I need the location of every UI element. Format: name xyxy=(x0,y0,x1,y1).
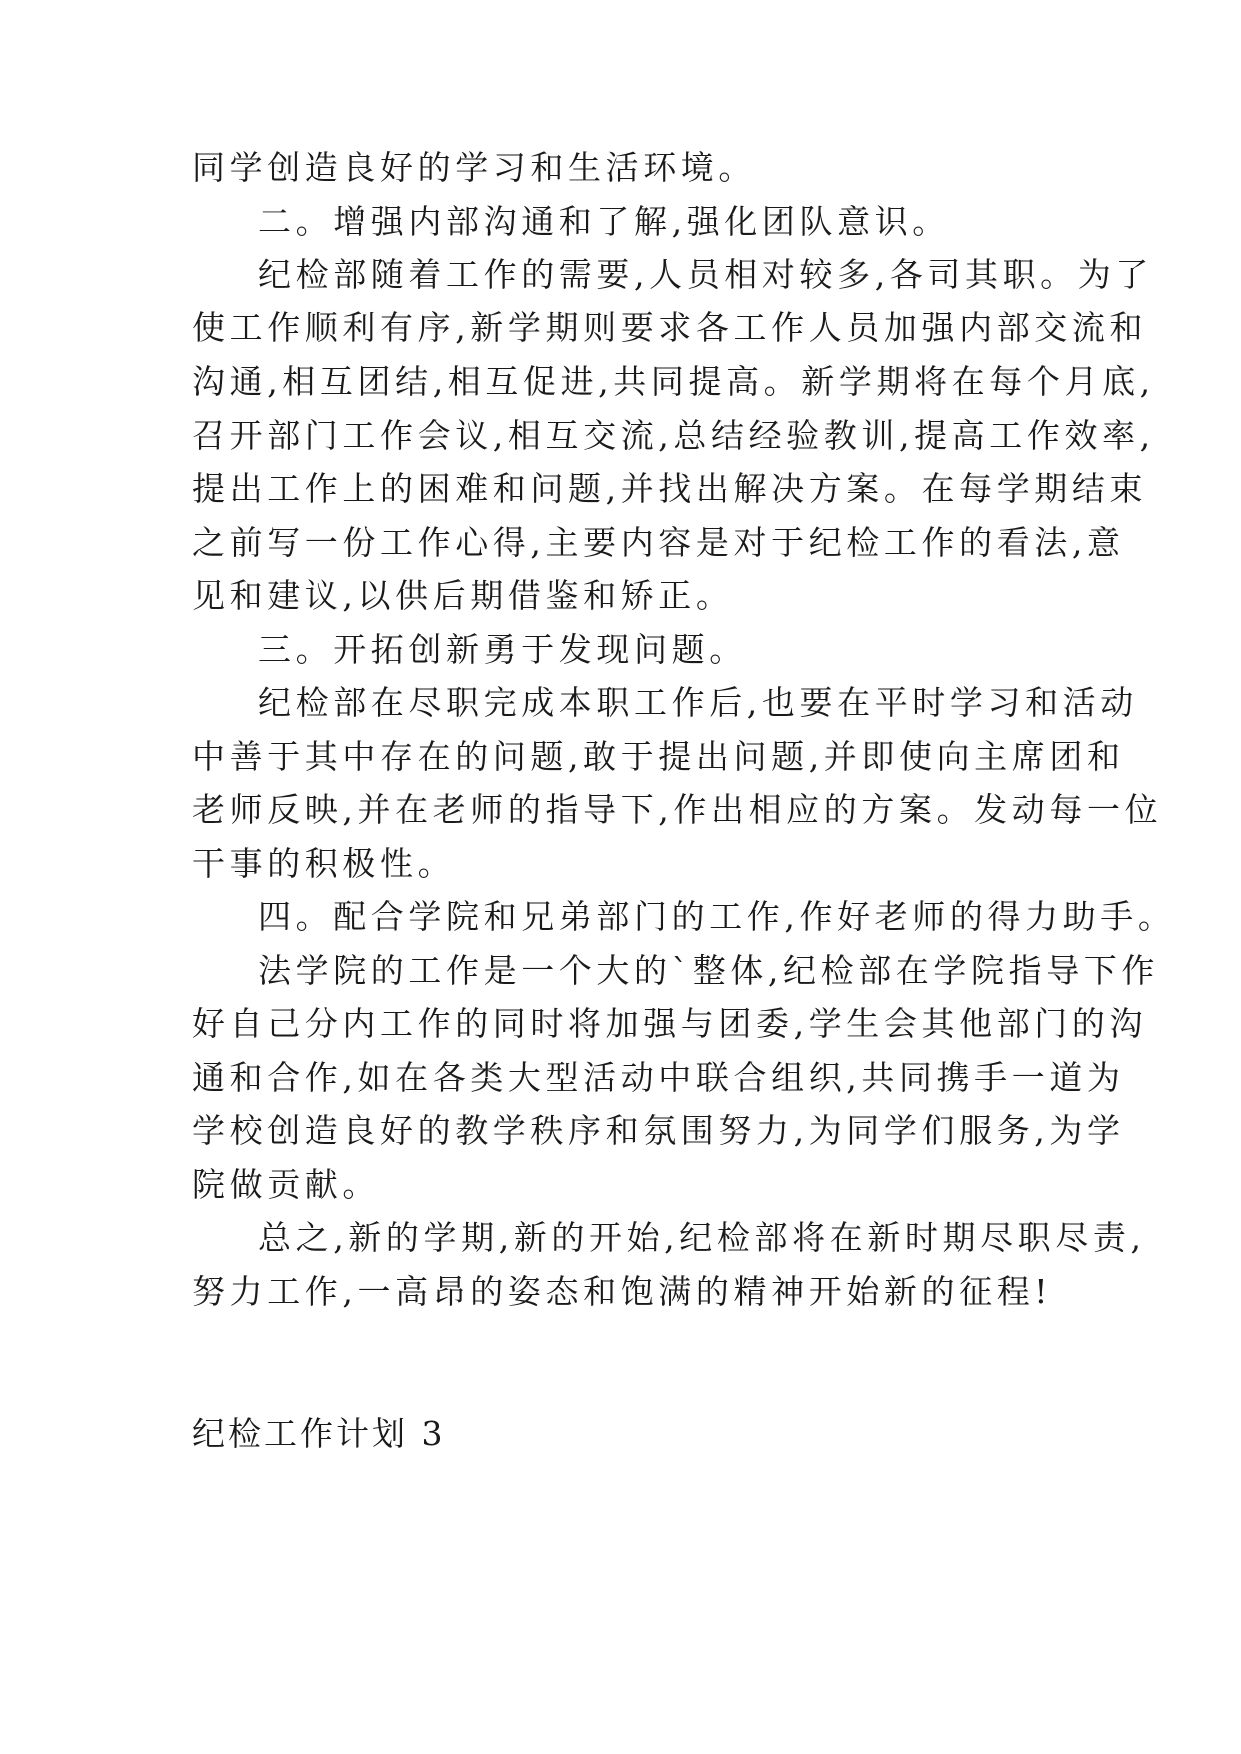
paragraph-line: 总之,新的学期,新的开始,纪检部将在新时期尽职尽责, xyxy=(258,1218,1146,1257)
paragraph-line: 院做贡献。 xyxy=(192,1165,380,1204)
section-heading-4: 四。配合学院和兄弟部门的工作,作好老师的得力助手。 xyxy=(258,897,1176,936)
paragraph-line: 通和合作,如在各类大型活动中联合组织,共同携手一道为 xyxy=(192,1058,1125,1097)
section-heading-3: 三。开拓创新勇于发现问题。 xyxy=(258,630,747,669)
paragraph-line: 好自己分内工作的同时将加强与团委,学生会其他部门的沟 xyxy=(192,1004,1148,1043)
paragraph-line: 干事的积极性。 xyxy=(192,844,456,883)
paragraph-line: 见和建议,以供后期借鉴和矫正。 xyxy=(192,576,734,615)
section-title: 纪检工作计划 3 xyxy=(192,1414,446,1453)
paragraph-line: 法学院的工作是一个大的`整体,纪检部在学院指导下作 xyxy=(258,951,1159,990)
paragraph-line: 学校创造良好的教学秩序和氛围努力,为同学们服务,为学 xyxy=(192,1111,1125,1150)
paragraph-line: 纪检部随着工作的需要,人员相对较多,各司其职。为了 xyxy=(258,255,1153,294)
section-heading-2: 二。增强内部沟通和了解,强化团队意识。 xyxy=(258,202,950,241)
paragraph-line: 努力工作,一高昂的姿态和饱满的精神开始新的征程! xyxy=(192,1272,1053,1311)
paragraph-line: 纪检部在尽职完成本职工作后,也要在平时学习和活动 xyxy=(258,683,1138,722)
paragraph-line: 提出工作上的困难和问题,并找出解决方案。在每学期结束 xyxy=(192,469,1148,508)
paragraph-line: 之前写一份工作心得,主要内容是对于纪检工作的看法,意 xyxy=(192,523,1125,562)
paragraph-line: 老师反映,并在老师的指导下,作出相应的方案。发动每一位 xyxy=(192,790,1163,829)
paragraph-line: 中善于其中存在的问题,敢于提出问题,并即使向主席团和 xyxy=(192,737,1125,776)
paragraph-line: 使工作顺利有序,新学期则要求各工作人员加强内部交流和 xyxy=(192,308,1148,347)
paragraph-line: 同学创造良好的学习和生活环境。 xyxy=(192,148,756,187)
paragraph-line: 沟通,相互团结,相互促进,共同提高。新学期将在每个月底, xyxy=(192,362,1155,401)
paragraph-line: 召开部门工作会议,相互交流,总结经验教训,提高工作效率, xyxy=(192,416,1155,455)
